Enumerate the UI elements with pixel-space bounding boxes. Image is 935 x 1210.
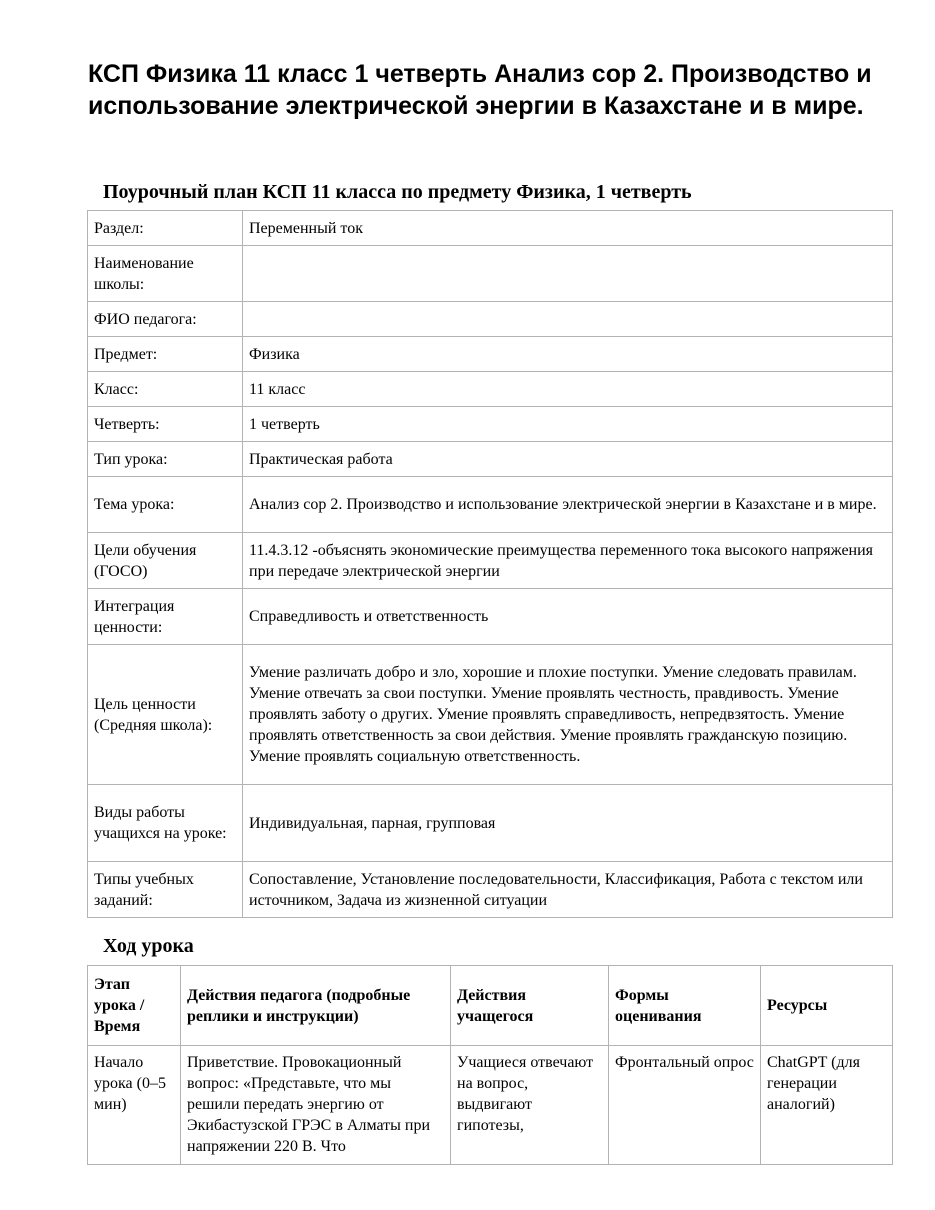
plan-label: Класс: [88, 372, 243, 407]
cell-stage: Начало урока (0–5 мин) [88, 1046, 181, 1165]
plan-value: Справедливость и ответственность [243, 589, 893, 645]
lesson-heading: Ход урока [103, 935, 194, 957]
plan-row-grade [88, 372, 893, 407]
column-header-teacher-actions: Действия педагога (подробные реплики и инструкции) [181, 966, 451, 1046]
table-row [88, 1046, 893, 1165]
plan-value: Практическая работа [243, 442, 893, 477]
plan-label: Цели обучения (ГОСО) [88, 533, 243, 589]
cell-student-actions: Учащиеся отвечают на вопрос, выдвигают гипотезы, [451, 1046, 609, 1165]
lesson-header-row [88, 966, 893, 1046]
plan-value: Умение различать добро и зло, хорошие и плохие поступки. Умение следовать правилам. Умение отвечать за свои поступки. Умение проявлять честность, правдивость. Умение проявлять заботу о других. Умение проявлять справедливость, непредвзятость. Умение проявлять ответственность за свои действия. Умение проявлять гражданскую позицию. Умение проявлять социальную ответственность. [243, 645, 893, 785]
column-header-resources: Ресурсы [761, 966, 893, 1046]
plan-value: 11.4.3.12 -объяснять экономические преимущества переменного тока высокого напряжения при передаче электрической энергии [243, 533, 893, 589]
plan-row-quarter [88, 407, 893, 442]
plan-label: Виды работы учащихся на уроке: [88, 785, 243, 862]
plan-row-lesson-type [88, 442, 893, 477]
plan-label: Четверть: [88, 407, 243, 442]
plan-table [87, 210, 893, 918]
plan-row-teacher [88, 302, 893, 337]
plan-row-topic [88, 477, 893, 533]
plan-label: Интеграция ценности: [88, 589, 243, 645]
plan-value: Физика [243, 337, 893, 372]
plan-row-task-types [88, 862, 893, 918]
cell-resources: ChatGPT (для генерации аналогий) [761, 1046, 893, 1165]
plan-value: Индивидуальная, парная, групповая [243, 785, 893, 862]
cell-teacher-actions: Приветствие. Провокационный вопрос: «Представьте, что мы решили передать энергию от Экибастузской ГРЭС в Алматы при напряжении 220 В. Что [181, 1046, 451, 1165]
column-header-assessment: Формы оценивания [609, 966, 761, 1046]
plan-label: Предмет: [88, 337, 243, 372]
column-header-stage: Этап урока / Время [88, 966, 181, 1046]
plan-row-work-types [88, 785, 893, 862]
plan-label: Цель ценности (Средняя школа): [88, 645, 243, 785]
plan-value: 11 класс [243, 372, 893, 407]
plan-label: Типы учебных заданий: [88, 862, 243, 918]
plan-value [243, 246, 893, 302]
plan-label: Наименование школы: [88, 246, 243, 302]
cell-assessment: Фронтальный опрос [609, 1046, 761, 1165]
plan-row-values [88, 589, 893, 645]
plan-row-school [88, 246, 893, 302]
plan-row-objectives [88, 533, 893, 589]
plan-label: Раздел: [88, 211, 243, 246]
plan-row-subject [88, 337, 893, 372]
plan-value: 1 четверть [243, 407, 893, 442]
plan-row-section [88, 211, 893, 246]
plan-row-value-goal [88, 645, 893, 785]
plan-heading: Поурочный план КСП 11 класса по предмету Физика, 1 четверть [103, 181, 692, 203]
document-title: КСП Физика 11 класс 1 четверть Анализ сор 2. Производство и использование электрической энергии в Казахстане и в мире. [88, 60, 872, 120]
column-header-student-actions: Действия учащегося [451, 966, 609, 1046]
lesson-table [87, 965, 893, 1165]
plan-label: Тип урока: [88, 442, 243, 477]
plan-value: Анализ сор 2. Производство и использование электрической энергии в Казахстане и в мире. [243, 477, 893, 533]
plan-value: Переменный ток [243, 211, 893, 246]
plan-label: Тема урока: [88, 477, 243, 533]
plan-value [243, 302, 893, 337]
plan-value: Сопоставление, Установление последовательности, Классификация, Работа с текстом или источником, Задача из жизненной ситуации [243, 862, 893, 918]
plan-label: ФИО педагога: [88, 302, 243, 337]
